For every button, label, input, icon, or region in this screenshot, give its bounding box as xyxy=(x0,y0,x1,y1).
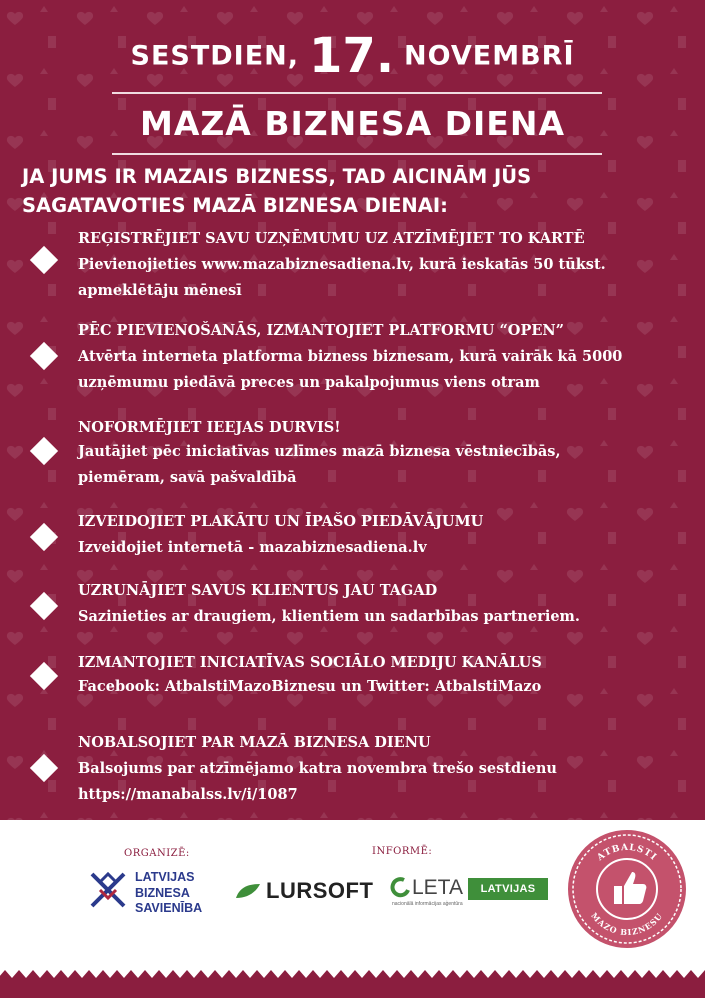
item-heading: PĒC PIEVIENOŠANĀS, IZMANTOJIET PLATFORMU “OPEN” xyxy=(78,322,564,339)
item-body xyxy=(78,439,688,491)
item-line: https://manabalss.lv/i/1087 xyxy=(78,786,298,803)
leta-logo xyxy=(390,876,463,907)
item-heading: NOFORMĒJIET IEEJAS DURVIS! xyxy=(78,419,341,436)
date-heading xyxy=(0,28,705,84)
item-body xyxy=(78,756,688,808)
badge-top-text: ATBALSTI xyxy=(595,842,659,864)
item-line: apmeklētāju mēnesī xyxy=(78,282,242,299)
item-heading: REĢISTRĒJIET SAVU UZŅĒMUMU UZ ATZĪMĒJIET TO KARTĒ xyxy=(78,230,585,247)
leta-text: LETA xyxy=(412,876,463,899)
item-line: uzņēmumu piedāvā preces un pakalpojumus viens otram xyxy=(78,374,540,391)
badge-bottom-text: MAZO BIZNESU xyxy=(589,910,665,938)
item-heading: IZVEIDOJIET PLAKĀTU UN ĪPAŠO PIEDĀVĀJUMU xyxy=(78,513,484,530)
divider-top xyxy=(112,92,602,94)
organize-label: ORGANIZĒ: xyxy=(124,848,190,859)
item-heading: UZRUNĀJIET SAVUS KLIENTUS JAU TAGAD xyxy=(78,582,438,599)
intro-text xyxy=(22,162,682,220)
item-body xyxy=(78,252,688,304)
item-line: Atvērta interneta platforma bizness biznesam, kurā vairāk kā 5000 xyxy=(78,348,623,365)
leta-circle-icon xyxy=(390,876,410,898)
item-body xyxy=(78,344,688,396)
item-body xyxy=(78,535,688,561)
lursoft-logo xyxy=(234,878,373,904)
page-title: MAZĀ BIZNESA DIENA xyxy=(139,104,566,143)
item-line: Sazinieties ar draugiem, klientiem un sadarbības partneriem. xyxy=(78,608,580,625)
item-line: Pievienojieties www.mazabiznesadiena.lv, kurā ieskatās 50 tūkst. xyxy=(78,256,606,273)
item-line: Izveidojiet internetā - mazabiznesadiena.lv xyxy=(78,539,427,556)
day-text: SESTDIEN, xyxy=(130,40,300,72)
lursoft-leaf-icon xyxy=(234,882,262,900)
organizer-line: SAVIENĪBA xyxy=(135,901,203,915)
latvijas-avize-logo: LATVIJAS AVĪZE xyxy=(468,878,548,900)
item-heading: IZMANTOJIET INICIATĪVAS SOCIĀLO MEDIJU KANĀLUS xyxy=(78,654,542,671)
item-heading: NOBALSOJIET PAR MAZĀ BIZNESA DIENU xyxy=(78,734,431,751)
organizer-name xyxy=(135,870,202,917)
item-line: Balsojums par atzīmējamo katra novembra trešo sestdienu xyxy=(78,760,557,777)
item-body xyxy=(78,674,688,700)
item-line: Facebook: AtbalstiMazoBiznesu un Twitter: AtbalstiMazo xyxy=(78,678,542,695)
divider-bottom xyxy=(112,153,602,155)
organizer-line: LATVIJAS xyxy=(135,870,195,884)
zigzag-border xyxy=(0,956,705,998)
intro-line-1: JA JUMS IR MAZAIS BIZNESS, TAD AICINĀM JŪS xyxy=(22,165,532,188)
atbalsti-mazo-biznesu-badge-icon xyxy=(566,828,688,950)
latvijas-biznesa-savieniba-logo-icon xyxy=(88,868,128,912)
intro-line-2: SAGATAVOTIES MAZĀ BIZNESA DIENAI: xyxy=(22,194,448,217)
item-line: Jautājiet pēc iniciatīvas uzlīmes mazā biznesa vēstniecībās, xyxy=(78,443,561,460)
item-body xyxy=(78,604,688,630)
inform-label: INFORMĒ: xyxy=(372,846,433,857)
month-text: NOVEMBRĪ xyxy=(404,40,575,72)
lursoft-text: LURSOFT xyxy=(266,878,374,903)
organizer-line: BIZNESA xyxy=(135,885,190,900)
date-number: 17. xyxy=(309,28,395,84)
item-line: piemēram, savā pašvaldībā xyxy=(78,469,297,486)
leta-subtitle: nacionālā informācijas aģentūra xyxy=(392,901,463,907)
